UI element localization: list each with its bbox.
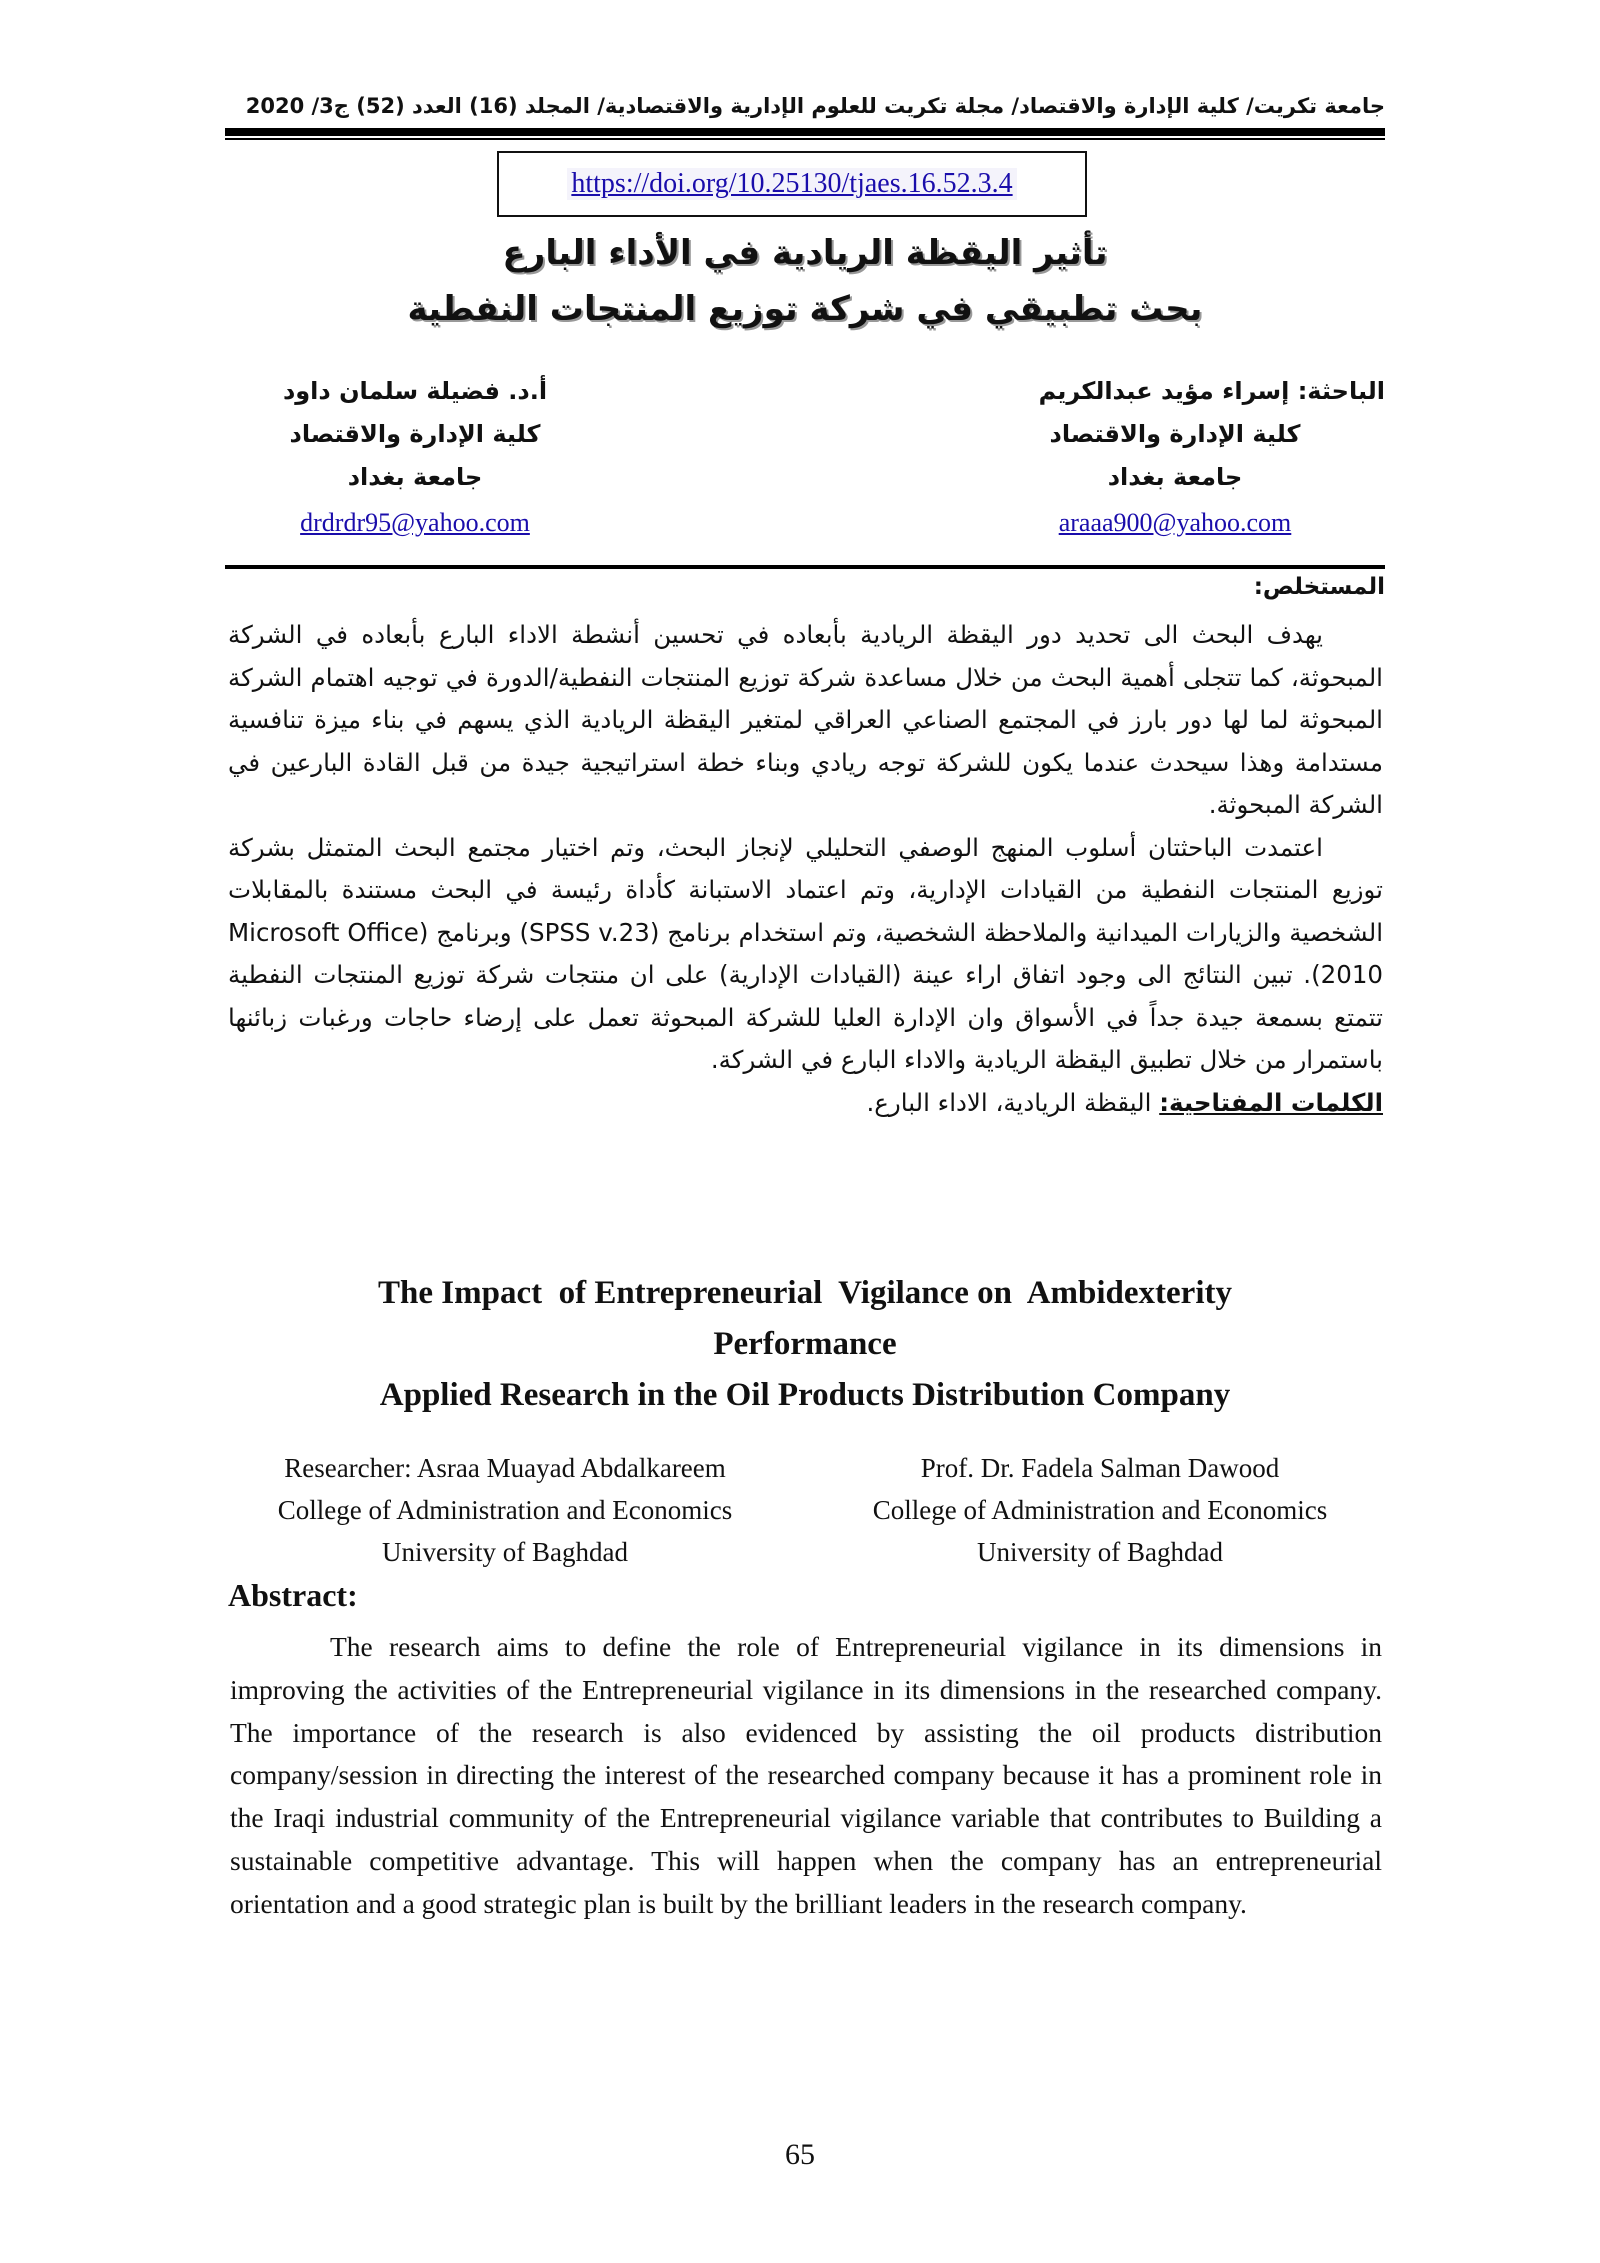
doi-box (497, 151, 1087, 217)
author-email-link[interactable]: drdrdr95@yahoo.com (300, 508, 530, 537)
english-title (225, 1268, 1385, 1421)
arabic-keywords (228, 1082, 1383, 1125)
english-author-2 (820, 1447, 1380, 1573)
author-university: University of Baghdad (382, 1537, 628, 1567)
arabic-author-1 (965, 370, 1385, 545)
author-university: جامعة بغداد (347, 463, 483, 491)
arabic-authors (225, 370, 1385, 570)
english-title-line-2: Performance (713, 1326, 897, 1362)
author-name: أ.د. فضيلة سلمان داود (282, 377, 548, 405)
arabic-abstract (228, 614, 1383, 1124)
english-abstract-heading: Abstract: (228, 1577, 358, 1613)
english-title-line-1: The Impact of Entrepreneurial Vigilance on Ambidexterity (378, 1275, 1232, 1311)
english-subtitle: Applied Research in the Oil Products Distribution Company (379, 1377, 1231, 1413)
arabic-title-line-2: بحث تطبيقي في شركة توزيع المنتجات النفطية (407, 289, 1203, 329)
author-college: College of Administration and Economics (872, 1495, 1328, 1525)
english-authors (225, 1447, 1385, 1577)
author-college: College of Administration and Economics (277, 1495, 733, 1525)
author-email-link[interactable]: araaa900@yahoo.com (1058, 508, 1292, 537)
section-divider (225, 565, 1385, 569)
author-name: الباحثة: إسراء مؤيد عبدالكريم (1038, 377, 1385, 405)
arabic-title (225, 225, 1385, 337)
author-college: كلية الإدارة والاقتصاد (289, 420, 541, 448)
page-number: 65 (785, 2138, 815, 2171)
header-rule (225, 128, 1385, 140)
author-university: University of Baghdad (977, 1537, 1223, 1567)
author-college: كلية الإدارة والاقتصاد (1049, 420, 1301, 448)
arabic-abstract-paragraph: اعتمدت الباحثتان أسلوب المنهج الوصفي التحليلي لإنجاز البحث، وتم اختيار مجتمع البحث المتمثل بشركة توزيع المنتجات النفطية من القيادات الإدارية، وتم اعتماد الاستبانة كأداة رئيسة في البحث مستندة بالمقابلات الشخصية والزيارات الميدانية والملاحظة الشخصية، وتم استخدام برنامج (SPSS v.23) وبرنامج (Microsoft Office 2010). تبين النتائج الى وجود اتفاق اراء عينة (القيادات الإدارية) على ان منتجات شركة توزيع المنتجات النفطية تتمتع بسمعة جيدة جداً في الأسواق وان الإدارة العليا للشركة المبحوثة تعمل على إرضاء حاجات ورغبات زبائنها باستمرار من خلال تطبيق اليقظة الريادية والاداء البارع في الشركة. (228, 832, 1383, 1074)
keywords-value: اليقظة الريادية، الاداء البارع. (866, 1087, 1152, 1117)
english-abstract: The research aims to define the role of Entrepreneurial vigilance in its dimensions in improving the activities of the Entrepreneurial vigilance in its dimensions in the researched company. The importance of the research is also evidenced by assisting the oil products distribution company/session in directing the interest of the researched company because it has a prominent role in the Iraqi industrial community of the Entrepreneurial vigilance variable that contributes to Building a sustainable competitive advantage. This will happen when the company has an entrepreneurial orientation and a good strategic plan is built by the brilliant leaders in the research company. (230, 1631, 1382, 1919)
author-name: Researcher: Asraa Muayad Abdalkareem (284, 1453, 726, 1483)
arabic-abstract-paragraph: يهدف البحث الى تحديد دور اليقظة الريادية بأبعاده في تحسين أنشطة الاداء البارع بأبعاده في الشركة المبحوثة، كما تتجلى أهمية البحث من خلال مساعدة شركة توزيع المنتجات النفطية/الدورة في توجيه اهتمام الشركة المبحوثة لما لها دور بارز في المجتمع الصناعي العراقي لمتغير اليقظة الريادية الذي يسهم في بناء ميزة تنافسية مستدامة وهذا سيحدث عندما يكون للشركة توجه ريادي وبناء خطة استراتيجية جيدة من قبل القادة البارعين في الشركة المبحوثة. (228, 620, 1383, 819)
running-header: جامعة تكريت/ كلية الإدارة والاقتصاد/ مجلة تكريت للعلوم الإدارية والاقتصادية/ المجلد (16) العدد (52) ج3/ 2020 (245, 94, 1385, 118)
keywords-label: الكلمات المفتاحية: (1159, 1087, 1383, 1117)
arabic-abstract-heading: المستخلص: (1253, 574, 1385, 600)
english-author-1 (225, 1447, 785, 1573)
arabic-author-2 (225, 370, 605, 545)
author-name: Prof. Dr. Fadela Salman Dawood (920, 1453, 1280, 1483)
author-university: جامعة بغداد (1107, 463, 1243, 491)
arabic-title-line-1: تأثير اليقظة الريادية في الأداء البارع (502, 233, 1108, 273)
doi-link[interactable]: https://doi.org/10.25130/tjaes.16.52.3.4 (567, 168, 1016, 200)
